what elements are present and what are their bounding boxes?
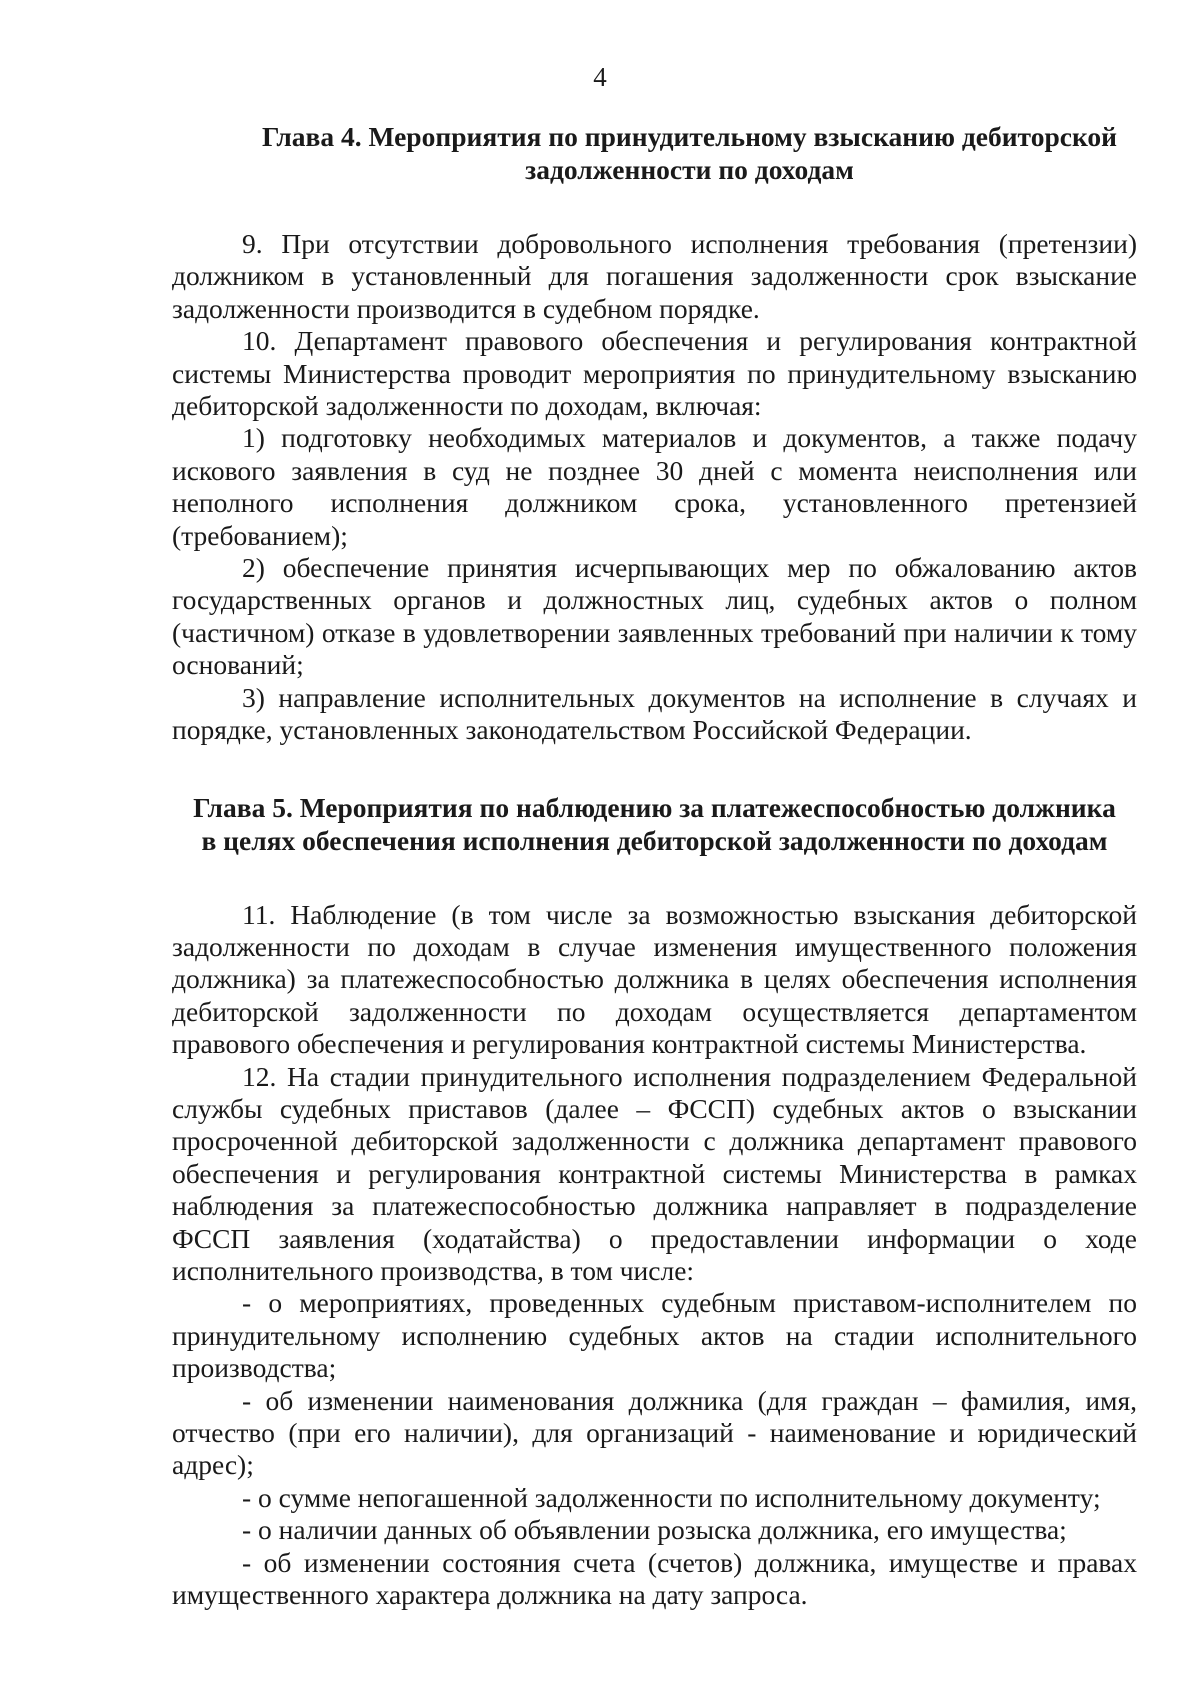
chapter-4-heading <box>172 120 1137 186</box>
document-body <box>172 120 1137 1611</box>
chapter-4-heading-line2: задолженности по доходам <box>525 154 854 185</box>
bullet-item-2: - об изменении наименования должника (для граждан – фамилия, имя, отчество (при его наличии), для организаций - наименование и юридический адрес); <box>172 1384 1137 1481</box>
paragraph-11: 11. Наблюдение (в том числе за возможностью взыскания дебиторской задолженности по доходам в случае изменения имущественного положения должника) за платежеспособностью должника в целях обеспечения исполнения дебиторской задолженности по доходам осуществляется департаментом правового обеспечения и регулирования контрактной системы Министерства. <box>172 898 1137 1060</box>
chapter-5-section <box>172 791 1137 1612</box>
list-item-1: 1) подготовку необходимых материалов и документов, а также подачу искового заявления в суд не позднее 30 дней с момента неисполнения или неполного исполнения должником срока, установленного претензией (требованием); <box>172 422 1137 551</box>
page-number: 4 <box>593 62 607 92</box>
list-item-3: 3) направление исполнительных документов на исполнение в случаях и порядке, установленных законодательством Российской Федерации. <box>172 681 1137 746</box>
paragraph-10: 10. Департамент правового обеспечения и регулирования контрактной системы Министерства проводит мероприятия по принудительному взысканию дебиторской задолженности по доходам, включая: <box>172 325 1137 422</box>
paragraph-12: 12. На стадии принудительного исполнения подразделением Федеральной службы судебных приставов (далее – ФССП) судебных актов о взыскании просроченной дебиторской задолженности с должника департамент правового обеспечения и регулирования контрактной системы Министерства в рамках наблюдения за платежеспособностью должника направляет в подразделение ФССП заявления (ходатайства) о предоставлении информации о ходе исполнительного производства, в том числе: <box>172 1060 1137 1286</box>
bullet-item-5: - об изменении состояния счета (счетов) должника, имуществе и правах имущественного характера должника на дату запроса. <box>172 1546 1137 1611</box>
bullet-item-1: - о мероприятиях, проведенных судебным приставом-исполнителем по принудительному исполнению судебных актов на стадии исполнительного производства; <box>172 1287 1137 1384</box>
chapter-5-heading <box>172 791 1137 857</box>
chapter-4-heading-line1: Глава 4. Мероприятия по принудительному взысканию дебиторской <box>261 121 1118 152</box>
chapter-4-section <box>172 120 1137 747</box>
paragraph-9: 9. При отсутствии добровольного исполнения требования (претензии) должником в установленный для погашения задолженности срок взыскание задолженности производится в судебном порядке. <box>172 228 1137 324</box>
list-item-2: 2) обеспечение принятия исчерпывающих мер по обжалованию актов государственных органов и должностных лиц, судебных актов о полном (частичном) отказе в удовлетворении заявленных требований при наличии к тому оснований; <box>172 552 1137 681</box>
bullet-item-3: - о сумме непогашенной задолженности по исполнительному документу; <box>242 1481 1101 1513</box>
chapter-5-heading-line2: в целях обеспечения исполнения дебиторской задолженности по доходам <box>201 824 1108 856</box>
chapter-5-heading-line1: Глава 5. Мероприятия по наблюдению за платежеспособностью должника <box>193 791 1116 823</box>
bullet-item-4: - о наличии данных об объявлении розыска должника, его имущества; <box>242 1514 1067 1546</box>
